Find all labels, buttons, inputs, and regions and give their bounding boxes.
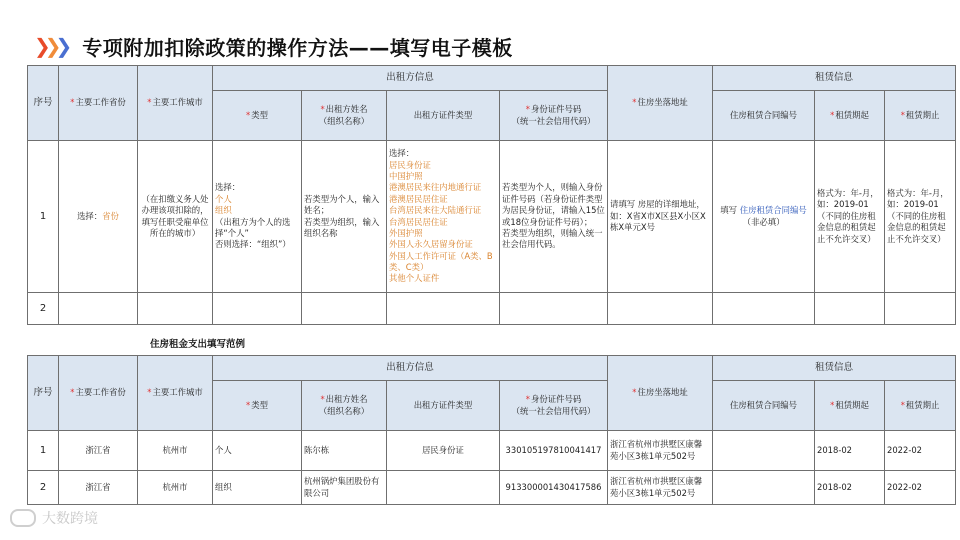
id-no-cell: 330105197810041417 [500,431,608,471]
row-seq: 1 [28,141,59,293]
col-id-type-header: 出租方证件类型 [387,91,500,141]
col-city-header: *主要工作城市 [138,66,213,141]
city-cell: 杭州市 [138,471,213,505]
table-row [28,431,956,471]
type-cell: 组织 [213,471,302,505]
end-cell: 2022-02 [885,431,956,471]
col-type-header: *类型 [213,91,302,141]
col-id-no-header: *身份证件号码 （统一社会信用代码） [500,381,608,431]
table-row [28,293,956,325]
lease-group-header: 租赁信息 [713,356,956,381]
chevron-icon: ❯ [55,34,67,58]
end-cell: 格式为：年-月， 如：2019-01 （不同的住房租金信息的租赁起止不允许交叉） [885,141,956,293]
contract-cell: 填写 住房租赁合同编号 （非必填） [713,141,815,293]
start-cell: 2018-02 [815,471,885,505]
watermark-logo-icon [10,509,36,527]
id-no-cell: 913300001430417586 [500,471,608,505]
col-province-header: *主要工作省份 [59,356,138,431]
chevron-arrows-icon [34,34,66,58]
col-end-header: *租赁期止 [885,91,956,141]
lessor-name-cell: 杭州锅炉集团股份有限公司 [302,471,387,505]
province-cell: 选择：省份 [59,141,138,293]
col-city-header: *主要工作城市 [138,356,213,431]
id-type-cell [387,471,500,505]
start-cell: 2018-02 [815,431,885,471]
col-lessor-name-header: *出租方姓名 （组织名称） [302,91,387,141]
watermark [10,508,98,528]
chevron-icon: ❯ [34,34,45,58]
start-cell: 格式为：年-月， 如：2019-01 （不同的住房租金信息的租赁起止不允许交叉） [815,141,885,293]
address-cell: 浙江省杭州市拱墅区康馨苑小区3栋1单元502号 [608,471,713,505]
address-cell: 请填写 房屋的详细地址， 如：X省X市X区县X小区X栋X单元X号 [608,141,713,293]
id-no-cell: 若类型为个人，则输入身份证件号码（若身份证件类型为居民身份证，请输入15位或18位身份证件号码）； 若类型为组织，则输入统一社会信用代码。 [500,141,608,293]
id-type-cell: 选择： 居民身份证 中国护照 港澳居民来往内地通行证 港澳居民居住证 台湾居民来往大陆通行证 台湾居民居住证 外国护照 外国人永久居留身份证 外国人工作许可证（A类、B类、C类） 其他个人证件 [387,141,500,293]
col-start-header: *租赁期起 [815,91,885,141]
col-type-header: *类型 [213,381,302,431]
lessor-group-header: 出租方信息 [213,66,608,91]
col-lessor-name-header: *出租方姓名 （组织名称） [302,381,387,431]
chevron-icon: ❯ [44,34,56,58]
row-seq: 2 [28,471,59,505]
type-cell: 选择： 个人 组织 （出租方为个人的选择“个人” 否则选择：“组织”） [213,141,302,293]
table-row [28,141,956,293]
col-seq-header: 序号 [28,66,59,141]
row-seq: 1 [28,431,59,471]
lessor-group-header: 出租方信息 [213,356,608,381]
col-contract-header: 住房租赁合同编号 [713,381,815,431]
province-cell: 浙江省 [59,431,138,471]
watermark-text: 大数跨境 [42,511,98,527]
address-cell: 浙江省杭州市拱墅区康馨苑小区3栋1单元502号 [608,431,713,471]
id-type-cell: 居民身份证 [387,431,500,471]
col-id-no-header: *身份证件号码 （统一社会信用代码） [500,91,608,141]
lessor-name-cell: 若类型为个人，输入姓名； 若类型为组织，输入组织名称 [302,141,387,293]
type-cell: 个人 [213,431,302,471]
contract-cell [713,471,815,505]
row-seq: 2 [28,293,59,325]
col-address-header: *住房坐落地址 [608,66,713,141]
table-row [28,471,956,505]
example-table [27,355,956,505]
province-cell: 浙江省 [59,471,138,505]
col-address-header: *住房坐落地址 [608,356,713,431]
col-start-header: *租赁期起 [815,381,885,431]
city-cell: 杭州市 [138,431,213,471]
col-seq-header: 序号 [28,356,59,431]
example-title: 住房租金支出填写范例 [150,339,246,350]
col-province-header: *主要工作省份 [59,66,138,141]
lessor-name-cell: 陈尔栋 [302,431,387,471]
lease-group-header: 租赁信息 [713,66,956,91]
contract-cell [713,431,815,471]
template-table [27,65,956,325]
city-cell: （在扣缴义务人处办理该项扣除的，填写任职受雇单位所在的城市） [138,141,213,293]
col-id-type-header: 出租方证件类型 [387,381,500,431]
col-end-header: *租赁期止 [885,381,956,431]
title-bar [34,26,513,66]
end-cell: 2022-02 [885,471,956,505]
page-title: 专项附加扣除政策的操作方法——填写电子模板 [82,35,513,60]
col-contract-header: 住房租赁合同编号 [713,91,815,141]
